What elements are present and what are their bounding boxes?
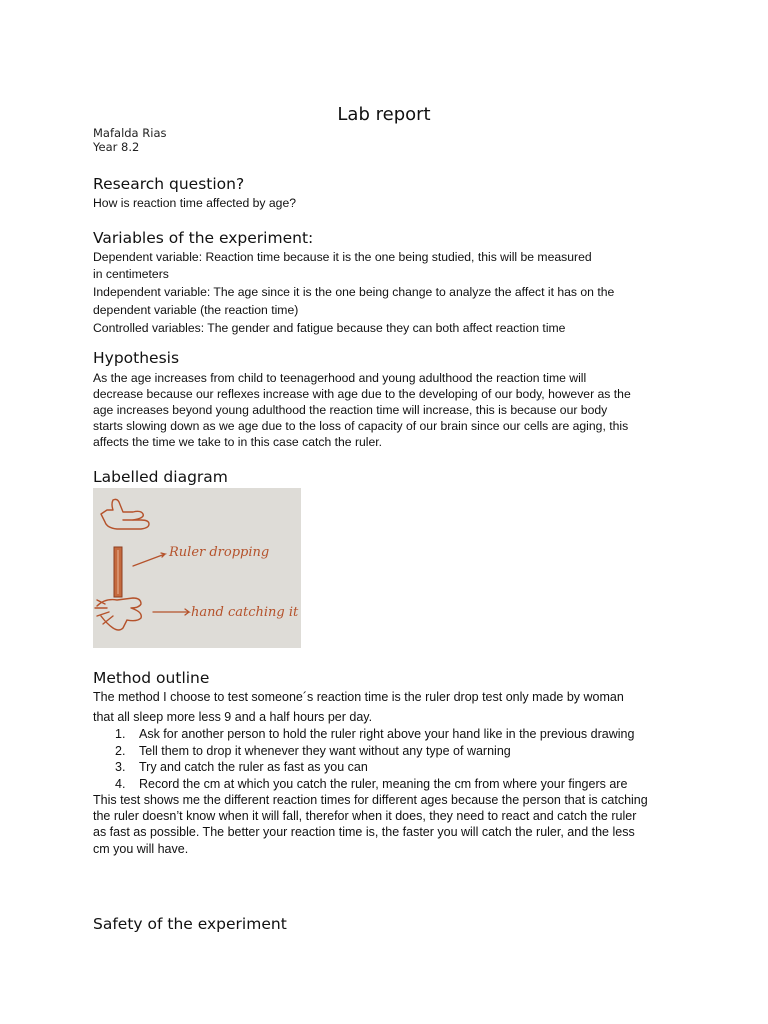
ruler-label: Ruler dropping [169, 545, 270, 560]
method-outro-line: cm you will have. [93, 842, 189, 856]
step-number: 1. [115, 727, 126, 741]
hypothesis-line: decrease because our reflexes increase with age due to the developing of our body, however as the [93, 387, 631, 401]
step-number: 2. [115, 743, 126, 758]
list-item [93, 743, 693, 760]
list-item [93, 759, 693, 776]
method-outro-line: This test shows me the different reaction times for different ages because the person that is catching [93, 793, 648, 807]
author-name: Mafalda Rias [93, 126, 167, 140]
variables-heading: Variables of the experiment: [93, 229, 314, 247]
hypothesis-heading: Hypothesis [93, 349, 180, 367]
hypothesis-line: starts slowing down as we age due to the loss of capacity of our brain since our cells are aging, this [93, 419, 629, 433]
diagram-drawing [93, 488, 301, 648]
method-intro-line-1: The method I choose to test someone´s reaction time is the ruler drop test only made by woman [93, 690, 624, 704]
method-intro-line-2: that all sleep more less 9 and a half hours per day. [93, 710, 373, 724]
independent-variable-line-1: Independent variable: The age since it is the one being change to analyze the affect it has on the [93, 285, 615, 299]
safety-heading: Safety of the experiment [93, 915, 287, 933]
method-outro-line: as fast as possible. The better your reaction time is, the faster you will catch the ruler, and the less [93, 825, 635, 839]
hand-label: hand catching it [191, 605, 299, 620]
step-text: Try and catch the ruler as fast as you can [139, 760, 368, 775]
labelled-diagram-photo [93, 488, 301, 648]
hypothesis-line: As the age increases from child to teenagerhood and young adulthood the reaction time will [93, 371, 587, 385]
independent-variable-line-2: dependent variable (the reaction time) [93, 303, 299, 317]
method-heading: Method outline [93, 669, 210, 687]
class-year: Year 8.2 [93, 140, 140, 154]
method-steps-list [93, 726, 693, 793]
step-text: Ask for another person to hold the ruler right above your hand like in the previous drawing [139, 727, 635, 741]
document-title: Lab report [337, 104, 431, 125]
research-question-heading: Research question? [93, 175, 245, 193]
step-text: Record the cm at which you catch the ruler, meaning the cm from where your fingers are [139, 777, 628, 792]
hypothesis-line: affects the time we take to in this case catch the ruler. [93, 435, 383, 449]
step-number: 3. [115, 760, 126, 775]
method-outro-line: the ruler doesn’t know when it will fall, therefor when it does, they need to react and catch the ruler [93, 809, 637, 823]
list-item [93, 726, 693, 743]
step-text: Tell them to drop it whenever they want without any type of warning [139, 743, 511, 758]
controlled-variables: Controlled variables: The gender and fatigue because they can both affect reaction time [93, 321, 566, 335]
step-number: 4. [115, 777, 126, 792]
ruler-drawing [114, 547, 122, 597]
dependent-variable-line-1: Dependent variable: Reaction time because it is the one being studied, this will be measured [93, 250, 592, 264]
diagram-heading: Labelled diagram [93, 468, 228, 486]
list-item [93, 776, 693, 793]
hypothesis-line: age increases beyond young adulthood the reaction time will increase, this is because our body [93, 403, 608, 417]
dependent-variable-line-2: in centimeters [93, 267, 169, 281]
research-question-text: How is reaction time affected by age? [93, 196, 297, 210]
